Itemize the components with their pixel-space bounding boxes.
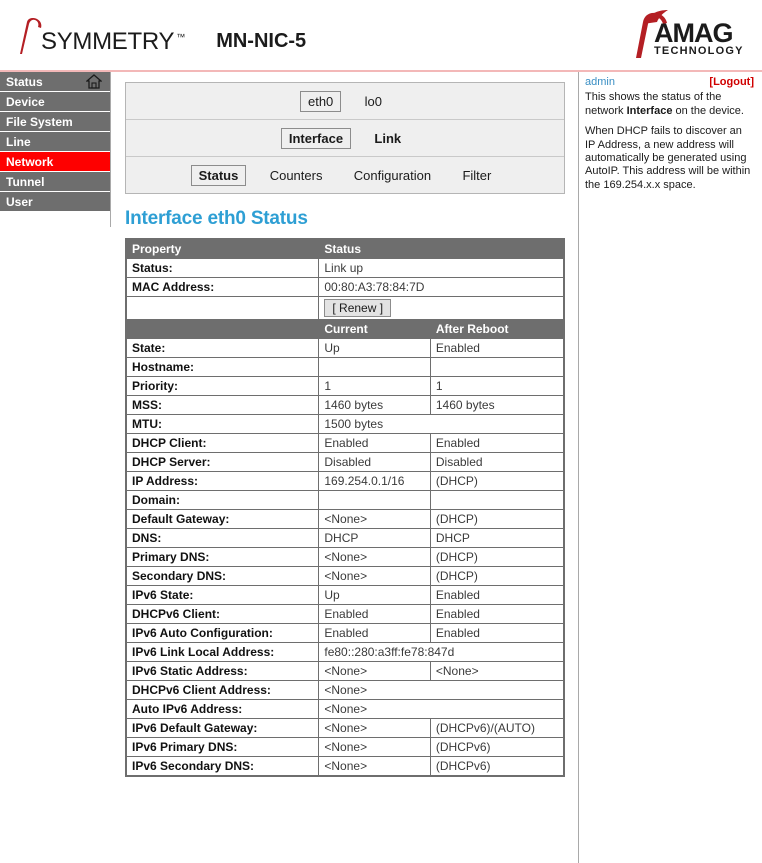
table-row — [126, 278, 564, 297]
row-property: Domain: — [126, 491, 319, 510]
row-property: DHCPv6 Client Address: — [126, 681, 319, 700]
row-property: IPv6 Primary DNS: — [126, 738, 319, 757]
tab-row-section — [126, 120, 564, 157]
row-current: <None> — [319, 700, 564, 719]
row-property: IPv6 Secondary DNS: — [126, 757, 319, 777]
row-after-reboot: 1 — [430, 377, 564, 396]
tab-lo0[interactable]: lo0 — [364, 94, 382, 109]
row-property: Priority: — [126, 377, 319, 396]
tab-panel — [125, 82, 565, 194]
row-current: <None> — [319, 662, 431, 681]
help-text-interface: Interface — [626, 104, 673, 117]
user-session-row — [585, 76, 754, 89]
row-property — [126, 297, 319, 320]
tab-link[interactable]: Link — [374, 131, 402, 146]
row-property: IPv6 Link Local Address: — [126, 643, 319, 662]
row-current: Enabled — [319, 434, 431, 453]
row-property: IPv6 Default Gateway: — [126, 719, 319, 738]
tab-configuration[interactable]: Configuration — [353, 168, 432, 183]
row-property: Primary DNS: — [126, 548, 319, 567]
sidebar-item-device[interactable] — [0, 92, 110, 112]
tab-status[interactable]: Status — [191, 165, 247, 186]
help-paragraph-1 — [585, 91, 754, 118]
table-row — [126, 396, 564, 415]
renew-button[interactable]: [ Renew ] — [324, 299, 391, 317]
table-row — [126, 510, 564, 529]
row-property: MSS: — [126, 396, 319, 415]
row-after-reboot: Enabled — [430, 586, 564, 605]
table-row — [126, 415, 564, 434]
row-current: Up — [319, 586, 431, 605]
row-current: DHCP — [319, 529, 431, 548]
logout-link[interactable]: [Logout] — [709, 76, 754, 88]
row-after-reboot: DHCP — [430, 529, 564, 548]
help-text-a: This shows the status of the network — [585, 91, 722, 117]
tab-eth0[interactable]: eth0 — [300, 91, 341, 112]
row-value: Link up — [319, 259, 564, 278]
row-current: Enabled — [319, 605, 431, 624]
sidebar-item-label: Tunnel — [6, 175, 45, 189]
tab-row-view — [126, 157, 564, 193]
brand-amag — [630, 6, 750, 64]
current-user: admin — [585, 76, 615, 88]
table-row — [126, 472, 564, 491]
main-content — [111, 72, 579, 863]
table-row — [126, 259, 564, 278]
row-after-reboot: (DHCPv6)/(AUTO) — [430, 719, 564, 738]
interface-status-table — [125, 238, 565, 777]
row-after-reboot: Disabled — [430, 453, 564, 472]
tab-row-interfaces — [126, 83, 564, 120]
row-after-reboot: (DHCPv6) — [430, 738, 564, 757]
row-current: 1460 bytes — [319, 396, 431, 415]
help-paragraph-2: When DHCP fails to discover an IP Address, a new address will automatically be generated using AutoIP. This address will be within the 169.254.x.x space. — [585, 125, 751, 191]
table-row — [126, 681, 564, 700]
tab-counters[interactable]: Counters — [269, 168, 323, 183]
table-row — [126, 529, 564, 548]
row-property: IPv6 Auto Configuration: — [126, 624, 319, 643]
row-current: 1 — [319, 377, 431, 396]
row-property: Secondary DNS: — [126, 567, 319, 586]
sidebar-item-user[interactable] — [0, 192, 110, 212]
row-property: IPv6 State: — [126, 586, 319, 605]
row-property: DHCPv6 Client: — [126, 605, 319, 624]
row-after-reboot: Enabled — [430, 605, 564, 624]
row-current: <None> — [319, 567, 431, 586]
row-current: <None> — [319, 510, 431, 529]
row-after-reboot: Enabled — [430, 624, 564, 643]
th-after-reboot: After Reboot — [430, 320, 564, 339]
table-row-renew — [126, 297, 564, 320]
th-blank — [126, 320, 319, 339]
page-header — [0, 0, 762, 72]
table-row — [126, 624, 564, 643]
row-after-reboot: Enabled — [430, 339, 564, 358]
sidebar-item-label: User — [6, 195, 33, 209]
amag-subtitle: TECHNOLOGY — [654, 45, 744, 57]
row-property: DNS: — [126, 529, 319, 548]
th-property: Property — [126, 239, 319, 259]
row-property: MAC Address: — [126, 278, 319, 297]
row-after-reboot: Enabled — [430, 434, 564, 453]
help-text-c: on the device. — [672, 104, 744, 117]
row-current: fe80::280:a3ff:fe78:847d — [319, 643, 564, 662]
row-property: DHCP Client: — [126, 434, 319, 453]
table-row — [126, 662, 564, 681]
page-body — [0, 72, 762, 863]
table-row — [126, 434, 564, 453]
sidebar-item-label: File System — [6, 115, 73, 129]
row-after-reboot — [430, 491, 564, 510]
row-property: Hostname: — [126, 358, 319, 377]
sidebar-item-file-system[interactable] — [0, 112, 110, 132]
table-row — [126, 605, 564, 624]
row-current: <None> — [319, 738, 431, 757]
table-row — [126, 719, 564, 738]
row-current: 169.254.0.1/16 — [319, 472, 431, 491]
table-row — [126, 339, 564, 358]
table-body — [126, 239, 564, 776]
row-current: <None> — [319, 719, 431, 738]
table-row — [126, 700, 564, 719]
table-row — [126, 377, 564, 396]
table-row — [126, 586, 564, 605]
row-property: IP Address: — [126, 472, 319, 491]
table-row — [126, 567, 564, 586]
sidebar-item-network[interactable] — [0, 152, 110, 172]
row-current — [319, 491, 431, 510]
device-name: MN-NIC-5 — [216, 30, 307, 52]
row-current: <None> — [319, 681, 564, 700]
table-row — [126, 491, 564, 510]
row-property: Status: — [126, 259, 319, 278]
sidebar-item-label: Network — [6, 155, 54, 169]
row-property: IPv6 Static Address: — [126, 662, 319, 681]
help-panel — [579, 72, 762, 863]
sidebar-item-label: Status — [6, 75, 43, 89]
row-current: 1500 bytes — [319, 415, 564, 434]
tab-filter[interactable]: Filter — [462, 168, 492, 183]
sidebar-item-label: Line — [6, 135, 31, 149]
sidebar-item-label: Device — [6, 95, 45, 109]
row-after-reboot: (DHCP) — [430, 567, 564, 586]
row-after-reboot: <None> — [430, 662, 564, 681]
th-current: Current — [319, 320, 431, 339]
sidebar-item-tunnel[interactable] — [0, 172, 110, 192]
row-current — [319, 358, 431, 377]
page-title: Interface eth0 Status — [125, 208, 308, 229]
sidebar-item-line[interactable] — [0, 132, 110, 152]
row-current: <None> — [319, 757, 431, 777]
row-property: State: — [126, 339, 319, 358]
row-after-reboot: (DHCPv6) — [430, 757, 564, 777]
tab-interface[interactable]: Interface — [281, 128, 351, 149]
row-property: MTU: — [126, 415, 319, 434]
symmetry-trademark: ™ — [176, 32, 186, 42]
sidebar-item-status[interactable] — [0, 72, 110, 92]
row-after-reboot: (DHCP) — [430, 510, 564, 529]
row-after-reboot: 1460 bytes — [430, 396, 564, 415]
table-subheader-row — [126, 320, 564, 339]
sidebar-nav — [0, 72, 111, 227]
row-current: Enabled — [319, 624, 431, 643]
symmetry-wordmark: SYMMETRY — [41, 28, 175, 55]
row-property: Default Gateway: — [126, 510, 319, 529]
row-current: Disabled — [319, 453, 431, 472]
row-property: DHCP Server: — [126, 453, 319, 472]
row-value — [319, 297, 564, 320]
table-row — [126, 757, 564, 777]
row-current: <None> — [319, 548, 431, 567]
th-status: Status — [319, 239, 564, 259]
row-current: Up — [319, 339, 431, 358]
table-row — [126, 643, 564, 662]
table-row — [126, 738, 564, 757]
row-value: 00:80:A3:78:84:7D — [319, 278, 564, 297]
brand-symmetry — [14, 16, 306, 56]
row-property: Auto IPv6 Address: — [126, 700, 319, 719]
row-after-reboot — [430, 358, 564, 377]
row-after-reboot: (DHCP) — [430, 548, 564, 567]
amag-wordmark: AMAG — [654, 18, 733, 48]
table-row — [126, 358, 564, 377]
table-row — [126, 453, 564, 472]
table-row — [126, 548, 564, 567]
row-after-reboot: (DHCP) — [430, 472, 564, 491]
table-header-row — [126, 239, 564, 259]
